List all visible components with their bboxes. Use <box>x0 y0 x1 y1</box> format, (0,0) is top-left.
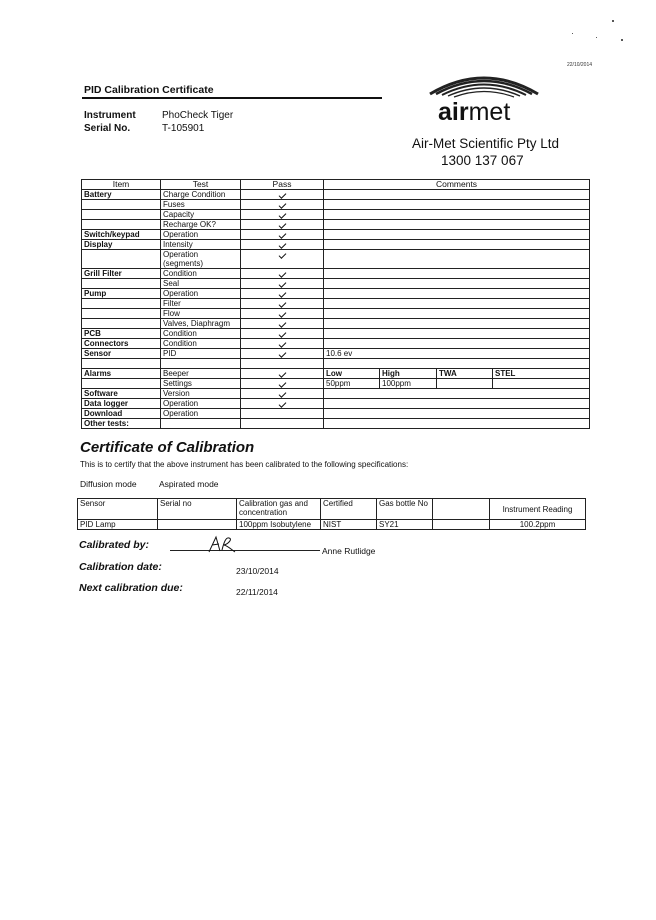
comment-cell <box>324 220 590 230</box>
check-row <box>82 299 590 309</box>
comment-cell <box>324 240 590 250</box>
cal-header-sensor: Sensor <box>78 499 158 520</box>
test-cell: Filter <box>161 299 241 309</box>
comment-cell: 10.6 ev <box>324 349 590 359</box>
pass-cell <box>241 230 324 240</box>
scan-speck <box>572 33 573 34</box>
check-row <box>82 349 590 359</box>
cal-reading: 100.2ppm <box>490 520 586 530</box>
checkmark-icon <box>278 241 286 249</box>
pass-cell <box>241 379 324 389</box>
test-cell: Operation (segments) <box>161 250 241 269</box>
checkmark-icon <box>278 211 286 219</box>
checkmark-icon <box>278 270 286 278</box>
spacer-row <box>82 359 590 369</box>
item-cell <box>82 299 161 309</box>
checkmark-icon <box>278 370 286 378</box>
calibration-date: 23/10/2014 <box>236 566 279 576</box>
pass-cell <box>241 200 324 210</box>
header-pass: Pass <box>241 180 324 190</box>
check-row <box>82 309 590 319</box>
calibration-header-row <box>78 499 586 520</box>
checkmark-icon <box>278 191 286 199</box>
calibrated-by-name: Anne Rutlidge <box>322 546 376 556</box>
comment-cell <box>324 289 590 299</box>
spacer-cell <box>82 359 161 369</box>
test-cell: Charge Condition <box>161 190 241 200</box>
checks-table <box>81 179 590 429</box>
comment-cell <box>324 329 590 339</box>
test-cell: Recharge OK? <box>161 220 241 230</box>
item-cell <box>82 220 161 230</box>
test-cell: Intensity <box>161 240 241 250</box>
item-cell: Other tests: <box>82 419 161 429</box>
instrument-value: PhoCheck Tiger <box>162 110 234 121</box>
cal-header-bottle: Gas bottle No <box>377 499 433 520</box>
pass-cell <box>241 250 324 269</box>
comment-cell <box>324 279 590 289</box>
item-cell: PCB <box>82 329 161 339</box>
certificate-title: Certificate of Calibration <box>80 439 255 456</box>
checkmark-icon <box>278 400 286 408</box>
spacer-cell <box>324 359 590 369</box>
item-cell: Pump <box>82 289 161 299</box>
cal-sensor: PID Lamp <box>78 520 158 530</box>
calibration-date-label: Calibration date: <box>79 561 162 573</box>
pass-cell <box>241 349 324 359</box>
cal-header-reading: Instrument Reading <box>490 499 586 520</box>
test-cell: Operation <box>161 409 241 419</box>
comment-cell <box>324 409 590 419</box>
item-cell: Download <box>82 409 161 419</box>
scan-speck <box>612 20 614 22</box>
comment-cell <box>324 200 590 210</box>
checkmark-icon <box>278 380 286 388</box>
pass-cell <box>241 269 324 279</box>
test-cell: Condition <box>161 339 241 349</box>
cal-bottle: SY21 <box>377 520 433 530</box>
comment-cell <box>324 319 590 329</box>
check-row <box>82 399 590 409</box>
pass-cell <box>241 210 324 220</box>
test-cell: Condition <box>161 329 241 339</box>
check-row <box>82 329 590 339</box>
test-cell: Operation <box>161 399 241 409</box>
test-cell: Valves, Diaphragm <box>161 319 241 329</box>
pass-cell <box>241 329 324 339</box>
item-cell: Software <box>82 389 161 399</box>
checkmark-icon <box>278 330 286 338</box>
checkmark-icon <box>278 231 286 239</box>
item-cell: Display <box>82 240 161 250</box>
checkmark-icon <box>278 251 286 259</box>
airmet-logo <box>438 98 510 127</box>
serial-label: Serial No. <box>84 123 131 134</box>
test-cell: Flow <box>161 309 241 319</box>
checkmark-icon <box>278 340 286 348</box>
pass-cell <box>241 309 324 319</box>
pass-cell <box>241 399 324 409</box>
test-cell <box>161 419 241 429</box>
check-row <box>82 389 590 399</box>
cal-header-gas: Calibration gas and concentration <box>237 499 321 520</box>
pass-cell <box>241 339 324 349</box>
cal-header-certified: Certified <box>321 499 377 520</box>
header-item: Item <box>82 180 161 190</box>
serial-value: T-105901 <box>162 123 205 134</box>
checkmark-icon <box>278 201 286 209</box>
item-cell <box>82 250 161 269</box>
checkmark-icon <box>278 350 286 358</box>
comment-cell <box>324 210 590 220</box>
signature-initials <box>207 533 237 555</box>
checks-header-row <box>82 180 590 190</box>
item-cell <box>82 210 161 220</box>
check-row <box>82 279 590 289</box>
mode-diffusion: Diffusion mode <box>80 479 137 489</box>
test-cell: Capacity <box>161 210 241 220</box>
pass-cell <box>241 369 324 379</box>
pass-cell <box>241 389 324 399</box>
check-row <box>82 289 590 299</box>
company-phone: 1300 137 067 <box>441 153 524 168</box>
item-cell <box>82 200 161 210</box>
item-cell <box>82 319 161 329</box>
test-cell: Condition <box>161 269 241 279</box>
test-cell: Version <box>161 389 241 399</box>
alarm-value-twa <box>437 379 493 389</box>
calibration-table <box>77 498 586 530</box>
alarm-header-low: Low <box>324 369 380 379</box>
comment-cell <box>324 250 590 269</box>
check-row <box>82 220 590 230</box>
item-cell: Sensor <box>82 349 161 359</box>
document-title: PID Calibration Certificate <box>84 84 214 96</box>
test-cell: Operation <box>161 230 241 240</box>
test-cell: Fuses <box>161 200 241 210</box>
scan-date-stamp: 22/10/2014 <box>567 62 593 68</box>
test-cell: Settings <box>161 379 241 389</box>
alarm-header-high: High <box>380 369 437 379</box>
item-cell: Battery <box>82 190 161 200</box>
comment-cell <box>324 309 590 319</box>
header-test: Test <box>161 180 241 190</box>
instrument-label: Instrument <box>84 110 136 121</box>
checkmark-icon <box>278 390 286 398</box>
check-row <box>82 250 590 269</box>
logo-air: air <box>438 98 469 126</box>
alarms-row <box>82 379 590 389</box>
calibration-row <box>78 520 586 530</box>
spacer-cell <box>161 359 241 369</box>
check-row <box>82 200 590 210</box>
checkmark-icon <box>278 320 286 328</box>
comment-cell <box>324 399 590 409</box>
item-cell: Grill Filter <box>82 269 161 279</box>
alarm-header-twa: TWA <box>437 369 493 379</box>
test-cell: Operation <box>161 289 241 299</box>
mode-aspirated: Aspirated mode <box>159 479 219 489</box>
scan-speck <box>621 39 623 41</box>
pass-cell <box>241 289 324 299</box>
checkmark-icon <box>278 290 286 298</box>
check-row <box>82 240 590 250</box>
spacer-cell <box>241 359 324 369</box>
next-due-label: Next calibration due: <box>79 582 183 594</box>
check-row <box>82 230 590 240</box>
comment-cell <box>324 230 590 240</box>
certificate-subtitle: This is to certify that the above instrument has been calibrated to the following specifications: <box>80 460 409 469</box>
checkmark-icon <box>278 300 286 308</box>
cal-certified: NIST <box>321 520 377 530</box>
alarms-row <box>82 369 590 379</box>
item-cell <box>82 279 161 289</box>
comment-cell <box>324 269 590 279</box>
check-row <box>82 269 590 279</box>
cal-gas: 100ppm Isobutylene <box>237 520 321 530</box>
item-cell: Alarms <box>82 369 161 379</box>
check-row <box>82 339 590 349</box>
pass-cell <box>241 319 324 329</box>
check-row <box>82 419 590 429</box>
cal-serial <box>158 520 237 530</box>
pass-cell <box>241 240 324 250</box>
check-row <box>82 190 590 200</box>
check-row <box>82 409 590 419</box>
comment-cell <box>324 299 590 309</box>
test-cell: Seal <box>161 279 241 289</box>
item-cell <box>82 379 161 389</box>
scan-speck <box>596 37 597 38</box>
pass-cell <box>241 299 324 309</box>
test-cell: Beeper <box>161 369 241 379</box>
checkmark-icon <box>278 280 286 288</box>
cal-header-serial: Serial no <box>158 499 237 520</box>
test-cell: PID <box>161 349 241 359</box>
item-cell: Switch/keypad <box>82 230 161 240</box>
item-cell: Data logger <box>82 399 161 409</box>
comment-cell <box>324 339 590 349</box>
airmet-logo-arcs <box>428 64 540 100</box>
comment-cell <box>324 419 590 429</box>
cal-header-blank <box>433 499 490 520</box>
checkmark-icon <box>278 310 286 318</box>
comment-cell <box>324 389 590 399</box>
pass-cell <box>241 220 324 230</box>
alarm-value-stel <box>493 379 590 389</box>
comment-cell <box>324 190 590 200</box>
next-due-date: 22/11/2014 <box>236 587 278 597</box>
alarm-header-stel: STEL <box>493 369 590 379</box>
check-row <box>82 210 590 220</box>
logo-met: met <box>468 98 511 126</box>
check-row <box>82 319 590 329</box>
pass-cell <box>241 409 324 419</box>
pass-cell <box>241 190 324 200</box>
company-name: Air-Met Scientific Pty Ltd <box>412 136 560 151</box>
alarm-value-high: 100ppm <box>380 379 437 389</box>
signature-line <box>170 550 320 551</box>
pass-cell <box>241 419 324 429</box>
cal-blank <box>433 520 490 530</box>
calibrated-by-label: Calibrated by: <box>79 539 150 551</box>
title-underline <box>82 97 382 99</box>
item-cell <box>82 309 161 319</box>
header-comments: Comments <box>324 180 590 190</box>
alarm-value-low: 50ppm <box>324 379 380 389</box>
item-cell: Connectors <box>82 339 161 349</box>
checkmark-icon <box>278 221 286 229</box>
pass-cell <box>241 279 324 289</box>
